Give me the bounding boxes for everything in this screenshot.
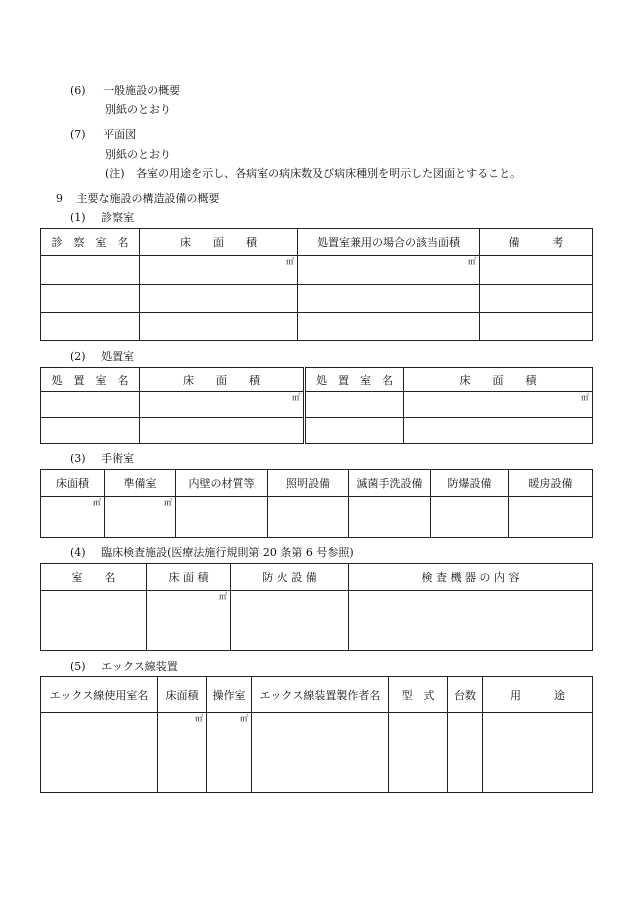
sec9-title: 主要な施設の構造設備の概要 <box>76 192 220 205</box>
t2-cell <box>305 418 404 444</box>
sec9-heading <box>56 192 220 206</box>
t1-cell <box>298 285 480 313</box>
t2-cell <box>41 418 140 444</box>
t4-heading <box>70 546 354 560</box>
t2-unit: ㎡ <box>140 392 305 418</box>
t4-title: 臨床検査施設(医療法施行規則第 20 条第 6 号参照) <box>101 546 354 559</box>
sec7-note <box>105 167 521 181</box>
t1-cell <box>298 313 480 341</box>
t1-number: (1) <box>70 211 86 224</box>
t4-header: 床 面 積 <box>147 564 231 591</box>
t5-header: エックス線使用室名 <box>41 677 158 713</box>
t3-header: 準備室 <box>105 470 176 497</box>
sec7-note-label: (注) <box>105 167 125 180</box>
sec6-title: 一般施設の概要 <box>103 84 181 97</box>
t3-header: 照明設備 <box>268 470 349 497</box>
sec9-number: 9 <box>56 192 63 205</box>
t5-header: 操作室 <box>207 677 252 713</box>
t5-cell <box>389 713 448 793</box>
t2-number: (2) <box>70 350 86 363</box>
sec7-heading <box>70 128 136 142</box>
t3-header: 防爆設備 <box>431 470 509 497</box>
t4-header: 検 査 機 器 の 内 容 <box>349 564 593 591</box>
t4-header: 防 火 設 備 <box>231 564 349 591</box>
t2-title: 処置室 <box>101 350 135 363</box>
t3-header: 滅菌手洗設備 <box>349 470 431 497</box>
t4-cell <box>349 591 593 651</box>
t1-cell <box>480 313 593 341</box>
t3-cell <box>268 497 349 538</box>
t5-heading <box>70 660 178 674</box>
t3-title: 手術室 <box>101 452 135 465</box>
t2-table <box>40 367 593 444</box>
t4-cell <box>41 591 147 651</box>
t1-header: 備 考 <box>480 229 593 256</box>
t3-header: 内壁の材質等 <box>176 470 268 497</box>
t3-header: 床面積 <box>41 470 105 497</box>
t5-header: 用 途 <box>483 677 593 713</box>
t5-number: (5) <box>70 660 86 673</box>
t5-title: エックス線装置 <box>101 660 178 673</box>
sec7-text: 別紙のとおり <box>105 148 171 161</box>
t1-unit: ㎡ <box>298 256 480 285</box>
t3-cell <box>176 497 268 538</box>
t1-header: 診 察 室 名 <box>41 229 140 256</box>
t2-heading <box>70 350 134 364</box>
t3-table <box>40 469 593 538</box>
t1-header: 処置室兼用の場合の該当面積 <box>298 229 480 256</box>
t2-cell <box>41 392 140 418</box>
t4-header: 室 名 <box>41 564 147 591</box>
t3-cell <box>431 497 509 538</box>
t4-unit: ㎡ <box>147 591 231 651</box>
t2-cell <box>140 418 305 444</box>
t1-table <box>40 228 593 341</box>
sec6-text: 別紙のとおり <box>105 103 171 116</box>
t1-cell <box>41 285 140 313</box>
t5-table <box>40 676 593 793</box>
t5-unit: ㎡ <box>158 713 207 793</box>
t3-unit: ㎡ <box>41 497 105 538</box>
sec7-note-text: 各室の用途を示し、各病室の病床数及び病床種別を明示した図面とすること。 <box>136 167 522 180</box>
t5-cell <box>448 713 483 793</box>
t4-number: (4) <box>70 546 86 559</box>
t2-unit: ㎡ <box>404 392 593 418</box>
t1-title: 診察室 <box>101 211 135 224</box>
t5-header: 台数 <box>448 677 483 713</box>
t1-unit: ㎡ <box>140 256 298 285</box>
t1-cell <box>480 285 593 313</box>
t2-header: 床 面 積 <box>404 368 593 392</box>
t5-unit: ㎡ <box>207 713 252 793</box>
t1-cell <box>41 256 140 285</box>
t4-table <box>40 563 593 651</box>
t5-header: 型 式 <box>389 677 448 713</box>
t1-cell <box>41 313 140 341</box>
t3-header: 暖房設備 <box>509 470 593 497</box>
t2-header: 床 面 積 <box>140 368 305 392</box>
sec7-number: (7) <box>70 128 86 141</box>
t1-cell <box>140 313 298 341</box>
t3-number: (3) <box>70 452 86 465</box>
t5-cell <box>41 713 158 793</box>
t3-cell <box>509 497 593 538</box>
sec7-title: 平面図 <box>103 128 137 141</box>
t5-cell <box>252 713 389 793</box>
t2-header: 処 置 室 名 <box>41 368 140 392</box>
t2-header: 処 置 室 名 <box>305 368 404 392</box>
t1-cell <box>480 256 593 285</box>
t3-unit: ㎡ <box>105 497 176 538</box>
t3-heading <box>70 452 134 466</box>
sec6-heading <box>70 84 180 98</box>
t5-cell <box>483 713 593 793</box>
t1-heading <box>70 211 134 225</box>
t1-cell <box>140 285 298 313</box>
t5-header: 床面積 <box>158 677 207 713</box>
t5-header: エックス線装置製作者名 <box>252 677 389 713</box>
t2-cell <box>305 392 404 418</box>
sec6-number: (6) <box>70 84 86 97</box>
t1-header: 床 面 積 <box>140 229 298 256</box>
t4-cell <box>231 591 349 651</box>
t3-cell <box>349 497 431 538</box>
t2-cell <box>404 418 593 444</box>
